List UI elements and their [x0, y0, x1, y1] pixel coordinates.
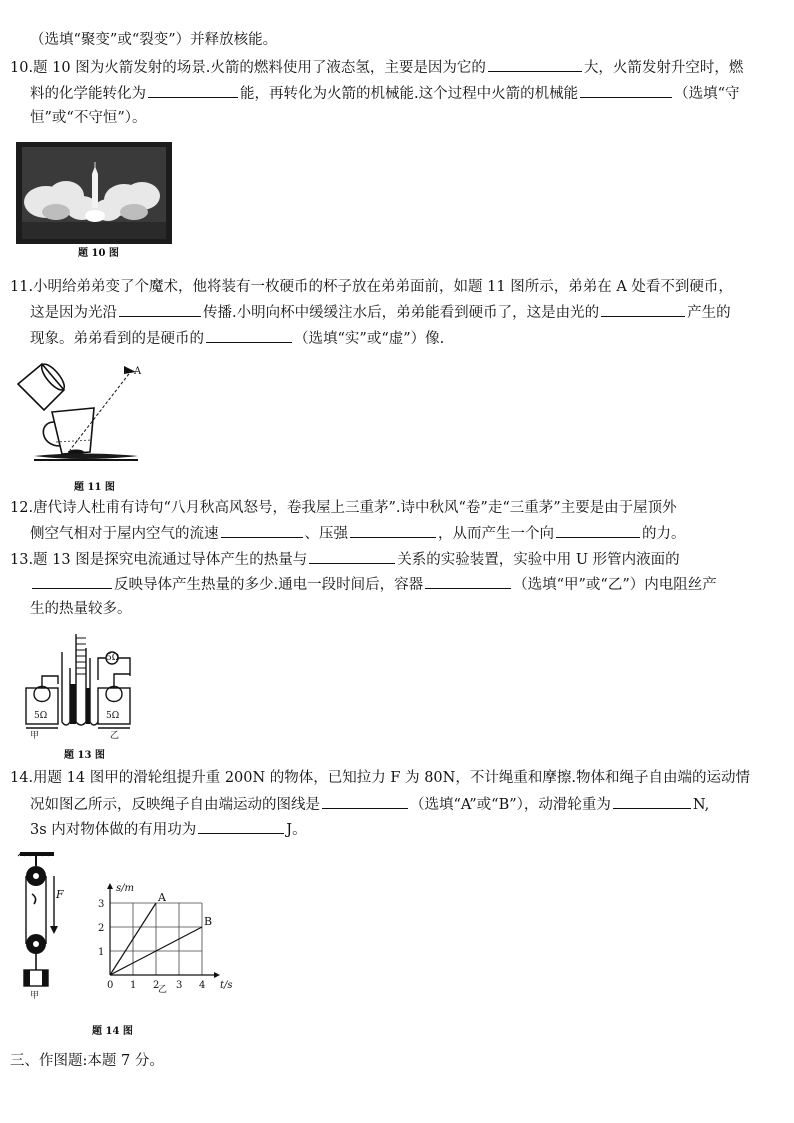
- q10-text-2c: （选填“守: [674, 86, 740, 102]
- q12-blank-2[interactable]: [350, 523, 436, 538]
- x-tick-label: 2: [153, 980, 160, 991]
- q10-blank-1[interactable]: [488, 57, 582, 72]
- u-tube-figure: [18, 628, 142, 748]
- q12-text-2c: ，从而产生一个向: [438, 526, 554, 542]
- x-tick-label: 0: [107, 980, 114, 991]
- q14-line1: 14.用题 14 图甲的滑轮组提升重 200N 的物体，已知拉力 F 为 80N，不计绳重和摩擦.物体和绳子自由端的运动情: [10, 770, 750, 786]
- q14-text-3a: 3s 内对物体做的有用功为: [30, 822, 197, 838]
- q10-blank-3[interactable]: [580, 83, 672, 98]
- q10-line3: 恒”或“不守恒”）。: [30, 110, 147, 126]
- q13-blank-1[interactable]: [309, 549, 395, 564]
- q14-line3: [30, 819, 307, 840]
- fig11-caption: 题 11 图: [74, 482, 115, 493]
- q13-line3: 生的热量较多。: [30, 601, 132, 617]
- q10-text-1a: 10.题 10 图为火箭发射的场景.火箭的燃料使用了液态氢，主要是因为它的: [10, 60, 486, 76]
- q12-text-2b: 、压强: [304, 526, 348, 542]
- q11-text-2b: 传播.小明向杯中缓缓注水后，弟弟能看到硬币了，这是由光的: [203, 305, 600, 321]
- q11-text-3a: 现象。弟弟看到的是硬币的: [30, 331, 204, 347]
- q11-text-2a: 这是因为光沿: [30, 305, 117, 321]
- q14-text-2b: （选填“A”或“B”），动滑轮重为: [410, 797, 611, 813]
- q12-blank-1[interactable]: [221, 523, 303, 538]
- q10-line2: [30, 83, 740, 104]
- q13-text-1b: 关系的实验装置，实验中用 U 形管内液面的: [397, 552, 680, 568]
- q10-blank-2[interactable]: [148, 83, 238, 98]
- q11-line3: [30, 328, 444, 349]
- series-label-B: B: [204, 915, 213, 928]
- q12-line1: 12.唐代诗人杜甫有诗句“八月秋高风怒号，卷我屋上三重茅”.诗中秋风“卷”走“三重茅”主要是由于屋顶外: [10, 500, 677, 516]
- cup-coin-figure: [12, 356, 142, 468]
- pulley-figure: [14, 852, 74, 1002]
- q11-text-3b: （选填“实”或“虚”）像.: [294, 331, 445, 347]
- x-axis-label: t/s: [220, 980, 233, 991]
- q14-text-3b: J。: [286, 822, 307, 838]
- q13-line2: [30, 574, 717, 595]
- q10-text-2a: 料的化学能转化为: [30, 86, 146, 102]
- section3-title: 三、作图题:本题 7 分。: [10, 1053, 164, 1069]
- fig14-label-yi: 乙: [158, 985, 168, 995]
- q14-line2: [30, 794, 709, 815]
- q10-text-2b: 能，再转化为火箭的机械能.这个过程中火箭的机械能: [240, 86, 579, 102]
- fig13-caption: 题 13 图: [64, 750, 105, 761]
- q11-line2: [30, 302, 731, 323]
- q14-blank-2[interactable]: [613, 794, 691, 809]
- q11-blank-3[interactable]: [206, 328, 292, 343]
- series-label-A: A: [158, 891, 166, 904]
- q10-text-1b: 大，火箭发射升空时，燃: [583, 60, 744, 76]
- fig13-label-jia: 甲: [30, 731, 40, 741]
- q11-text-2c: 产生的: [687, 305, 731, 321]
- y-tick-label: 1: [98, 947, 105, 958]
- q12-text-2d: 的力。: [642, 526, 686, 542]
- q14-text-2a: 况如图乙所示，反映绳子自由端运动的图线是: [30, 797, 320, 813]
- fig14-label-jia: 甲: [30, 991, 40, 1001]
- q9-tail: （选填“聚变”或“裂变”）并释放核能。: [30, 32, 278, 48]
- x-tick-label: 1: [130, 980, 137, 991]
- fig14-caption: 题 14 图: [92, 1026, 133, 1037]
- q10-line1: [10, 57, 743, 78]
- chart-grid: [110, 903, 202, 975]
- q14-blank-3[interactable]: [198, 819, 284, 834]
- q13-blank-3[interactable]: [425, 574, 511, 589]
- q12-blank-3[interactable]: [556, 523, 640, 538]
- q12-line2: [30, 523, 686, 544]
- rocket-launch-figure: [16, 142, 172, 244]
- q13-text-1a: 13.题 13 图是探究电流通过导体产生的热量与: [10, 552, 308, 568]
- y-tick-label: 3: [98, 899, 105, 910]
- q14-text-2c: N,: [692, 797, 710, 813]
- x-axis-arrow: [214, 972, 220, 978]
- chart-series: [110, 891, 212, 975]
- q14-blank-1[interactable]: [322, 794, 408, 809]
- q13-line1: [10, 549, 680, 570]
- y-axis-arrow: [107, 883, 113, 889]
- y-axis-label: s/m: [116, 883, 134, 894]
- fig13-r-left: 5Ω: [34, 711, 48, 721]
- x-tick-label: 3: [176, 980, 183, 991]
- fig11-label-a: A: [134, 366, 142, 377]
- q11-blank-1[interactable]: [119, 302, 201, 317]
- fig14-label-f: F: [56, 888, 64, 901]
- q13-blank-2[interactable]: [32, 574, 112, 589]
- fig13-label-yi: 乙: [110, 731, 120, 741]
- fig13-r-right: 5Ω: [106, 711, 120, 721]
- y-tick-label: 2: [98, 923, 105, 934]
- q13-text-2a: 反映导体产生热量的多少.通电一段时间后，容器: [114, 577, 424, 593]
- x-tick-label: 4: [199, 980, 206, 991]
- q11-line1: 11.小明给弟弟变了个魔术，他将装有一枚硬币的杯子放在弟弟面前，如题 11 图所示，弟弟在 A 处看不到硬币，: [10, 279, 733, 295]
- fig10-caption: 题 10 图: [78, 248, 119, 259]
- st-chart: [92, 860, 242, 1010]
- q13-text-2b: （选填“甲”或“乙”）内电阻丝产: [513, 577, 717, 593]
- q11-blank-2[interactable]: [601, 302, 685, 317]
- q12-text-2a: 侧空气相对于屋内空气的流速: [30, 526, 219, 542]
- fig13-r-top: 5Ω: [106, 653, 120, 663]
